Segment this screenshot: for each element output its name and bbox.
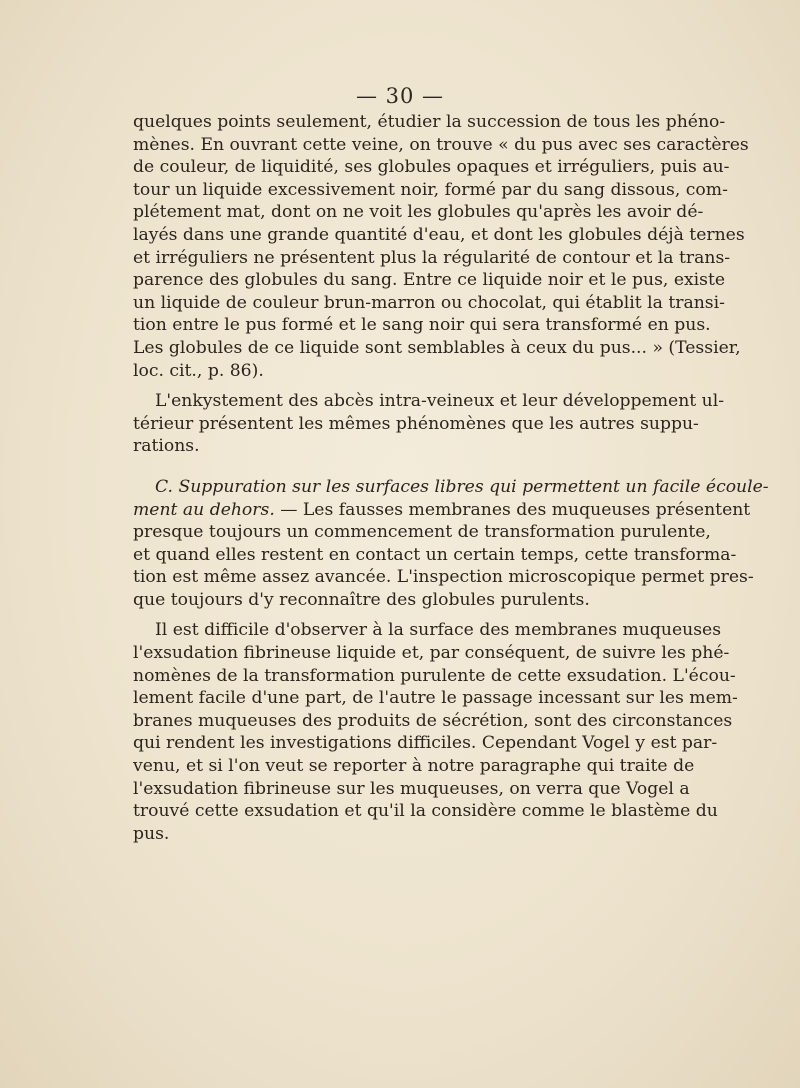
- text-line: que toujours d'y reconnaître des globules purulents.: [133, 589, 590, 610]
- text-line: lement facile d'une part, de l'autre le passage incessant sur les mem-: [133, 688, 738, 709]
- text-line: parence des globules du sang. Entre ce liquide noir et le pus, existe: [133, 270, 726, 291]
- text-line: térieur présentent les mêmes phénomènes que les autres suppu-: [133, 413, 699, 434]
- text-line: Les globules de ce liquide sont semblables à ceux du pus... » (Tessier,: [133, 337, 741, 358]
- section-c: [133, 476, 769, 612]
- text-line: un liquide de couleur brun-marron ou chocolat, qui établit la transi-: [133, 292, 725, 313]
- paragraph-1: [133, 111, 749, 382]
- text-line: l'exsudation fibrineuse sur les muqueuses, on verra que Vogel a: [133, 778, 690, 799]
- text-line: plétement mat, dont on ne voit les globules qu'après les avoir dé-: [133, 202, 704, 223]
- body-text: [133, 111, 769, 845]
- text-line: layés dans une grande quantité d'eau, et dont les globules déjà ternes: [133, 224, 745, 245]
- text-line: mènes. En ouvrant cette veine, on trouve « du pus avec ses caractères: [133, 134, 749, 155]
- text-line: l'exsudation fibrineuse liquide et, par conséquent, de suivre les phé-: [133, 643, 730, 664]
- page-number: — 30 —: [355, 84, 445, 108]
- text-line: tion est même assez avancée. L'inspection microscopique permet pres-: [133, 567, 754, 588]
- text-line: et irréguliers ne présentent plus la régularité de contour et la trans-: [133, 247, 731, 268]
- section-heading: C. Suppuration sur les surfaces libres qui permettent un facile écoule-: [155, 476, 769, 497]
- text-line: pus.: [133, 823, 170, 844]
- text-line: de couleur, de liquidité, ses globules opaques et irréguliers, puis au-: [133, 157, 730, 178]
- section-lead-text: — Les fausses membranes des muqueuses présentent: [274, 499, 751, 520]
- text-line: trouvé cette exsudation et qu'il la considère comme le blastème du: [133, 801, 718, 822]
- text-line: loc. cit., p. 86).: [133, 360, 264, 381]
- text-line: nomènes de la transformation purulente de cette exsudation. L'écou-: [133, 665, 736, 686]
- text-line: venu, et si l'on veut se reporter à notre paragraphe qui traite de: [133, 756, 695, 777]
- text-line: rations.: [133, 436, 200, 457]
- section-heading-continuation: [133, 499, 751, 522]
- paragraph-4: [133, 619, 738, 845]
- paragraph-2: [133, 390, 725, 458]
- text-line: tour un liquide excessivement noir, formé par du sang dissous, com-: [133, 179, 728, 200]
- text-line: Il est difficile d'observer à la surface des membranes muqueuses: [155, 620, 722, 641]
- text-line: quelques points seulement, étudier la succession de tous les phéno-: [133, 112, 726, 132]
- text-line: L'enkystement des abcès intra-veineux et leur développement ul-: [155, 391, 725, 412]
- text-line: branes muqueuses des produits de sécrétion, sont des circonstances: [133, 710, 733, 731]
- text-line: presque toujours un commencement de transformation purulente,: [133, 522, 711, 543]
- text-line: qui rendent les investigations difficiles. Cependant Vogel y est par-: [133, 733, 718, 754]
- text-line: tion entre le pus formé et le sang noir qui sera transformé en pus.: [133, 315, 711, 336]
- section-heading-end: ment au dehors.: [133, 499, 275, 520]
- text-line: et quand elles restent en contact un certain temps, cette transforma-: [133, 544, 737, 565]
